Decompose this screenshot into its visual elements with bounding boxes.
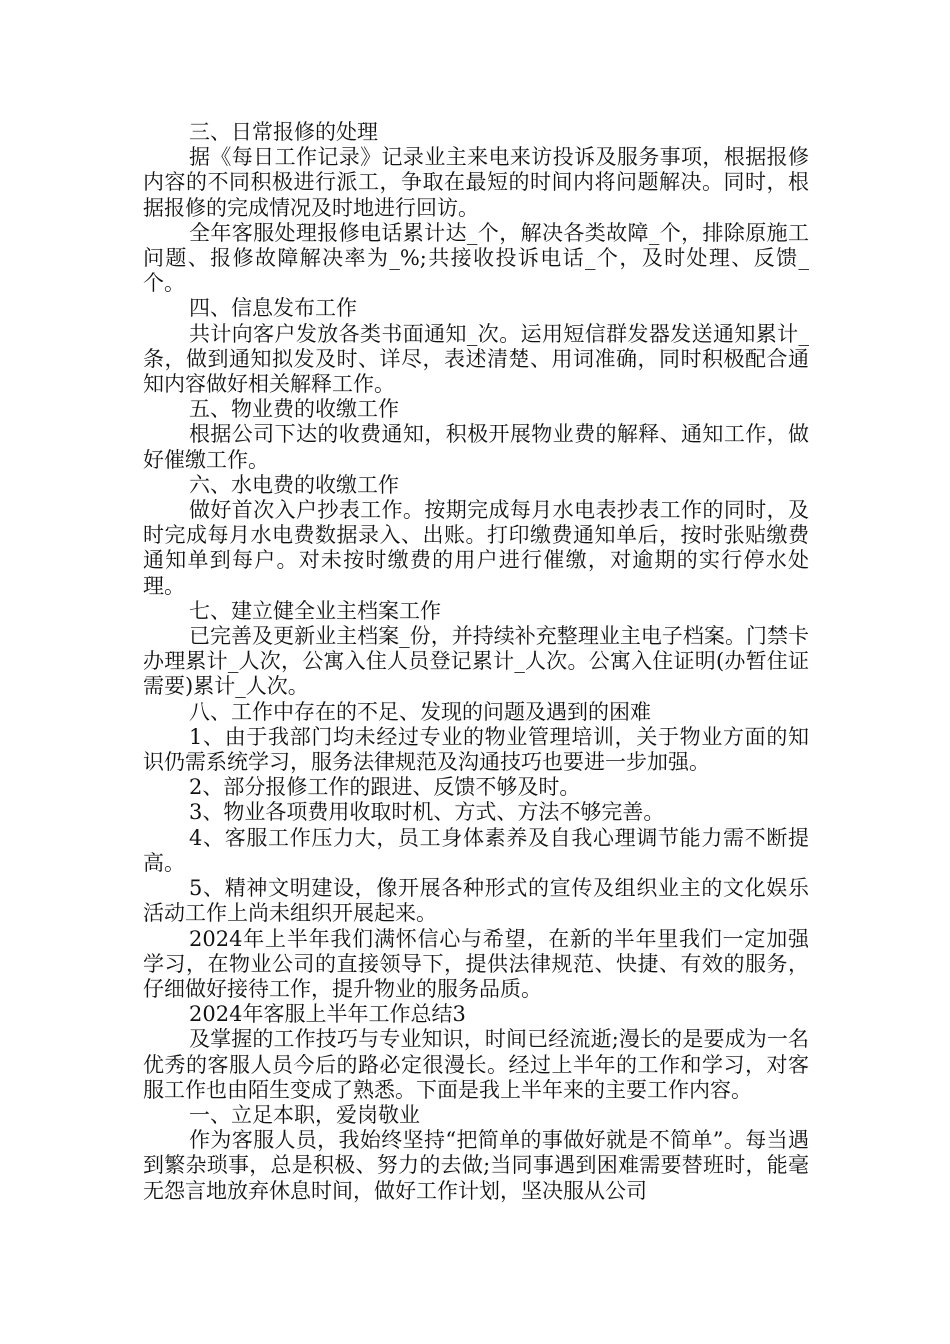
section-heading-dedication: 一、立足本职，爱岗敬业	[189, 1102, 420, 1127]
paragraph-intro: 及掌握的工作技巧与专业知识，时间已经流逝;漫长的是要成为一名优秀的客服人员今后的路必定很漫长。经过上半年的工作和学习，对客服工作也由陌生变成了熟悉。下面是我上半年来的主要工作内容。	[143, 1027, 809, 1102]
paragraph-dedication: 作为客服人员，我始终坚持“把简单的事做好就是不简单”。每当遇到繁杂琐事，总是积极、努力的去做;当同事遇到困难需要替班时，能毫无怨言地放弃休息时间，做好工作计划，坚决服从公司	[143, 1128, 809, 1203]
document-page	[143, 120, 809, 1204]
list-item-shortcoming-1: 1、由于我部门均未经过专业的物业管理培训，关于物业方面的知识仍需系统学习，服务法律规范及沟通技巧也要进一步加强。	[143, 724, 809, 775]
list-item-shortcoming-5: 5、精神文明建设，像开展各种形式的宣传及组织业主的文化娱乐活动工作上尚未组织开展起来。	[143, 876, 809, 926]
section-heading-property-fee: 五、物业费的收缴工作	[189, 397, 399, 422]
paragraph-info-release: 共计向客户发放各类书面通知_次。运用短信群发器发送通知累计_条，做到通知拟发及时、详尽，表述清楚、用词准确，同时积极配合通知内容做好相关解释工作。	[143, 321, 809, 397]
section-heading-info-release: 四、信息发布工作	[189, 296, 357, 321]
paragraph-owner-files: 已完善及更新业主档案_份，并持续补充整理业主电子档案。门禁卡办理累计_人次，公寓入住人员登记累计_人次。公寓入住证明(办暂住证需要)累计_人次。	[143, 624, 809, 699]
section-heading-utility-fee: 六、水电费的收缴工作	[189, 472, 399, 497]
list-item-shortcoming-3: 3、物业各项费用收取时机、方式、方法不够完善。	[189, 800, 665, 825]
section-heading-owner-files: 七、建立健全业主档案工作	[189, 598, 441, 623]
list-item-shortcoming-2: 2、部分报修工作的跟进、反馈不够及时。	[189, 775, 581, 800]
paragraph-repairs-stats: 全年客服处理报修电话累计达_个，解决各类故障_个，排除原施工问题、报修故障解决率为_%;共接收投诉电话_个，及时处理、反馈_个。	[143, 220, 809, 296]
article-title-summary-3: 2024年客服上半年工作总结3	[189, 1002, 466, 1027]
paragraph-repairs-records: 据《每日工作记录》记录业主来电来访投诉及服务事项，根据报修内容的不同积极进行派工，争取在最短的时间内将问题解决。同时，根据报修的完成情况及时地进行回访。	[143, 145, 809, 220]
list-item-shortcoming-4: 4、客服工作压力大，员工身体素养及自我心理调节能力需不断提高。	[143, 825, 809, 875]
section-heading-repairs: 三、日常报修的处理	[189, 120, 378, 144]
paragraph-property-fee: 根据公司下达的收费通知，积极开展物业费的解释、通知工作，做好催缴工作。	[143, 422, 809, 472]
section-heading-shortcomings: 八、工作中存在的不足、发现的问题及遇到的困难	[189, 699, 651, 724]
paragraph-outlook: 2024年上半年我们满怀信心与希望，在新的半年里我们一定加强学习，在物业公司的直接领导下，提供法律规范、快捷、有效的服务，仔细做好接待工作，提升物业的服务品质。	[143, 926, 809, 1001]
paragraph-utility-fee: 做好首次入户抄表工作。按期完成每月水电表抄表工作的同时，及时完成每月水电费数据录入、出账。打印缴费通知单后，按时张贴缴费通知单到每户。对未按时缴费的用户进行催缴，对逾期的实行停水处理。	[143, 498, 809, 598]
